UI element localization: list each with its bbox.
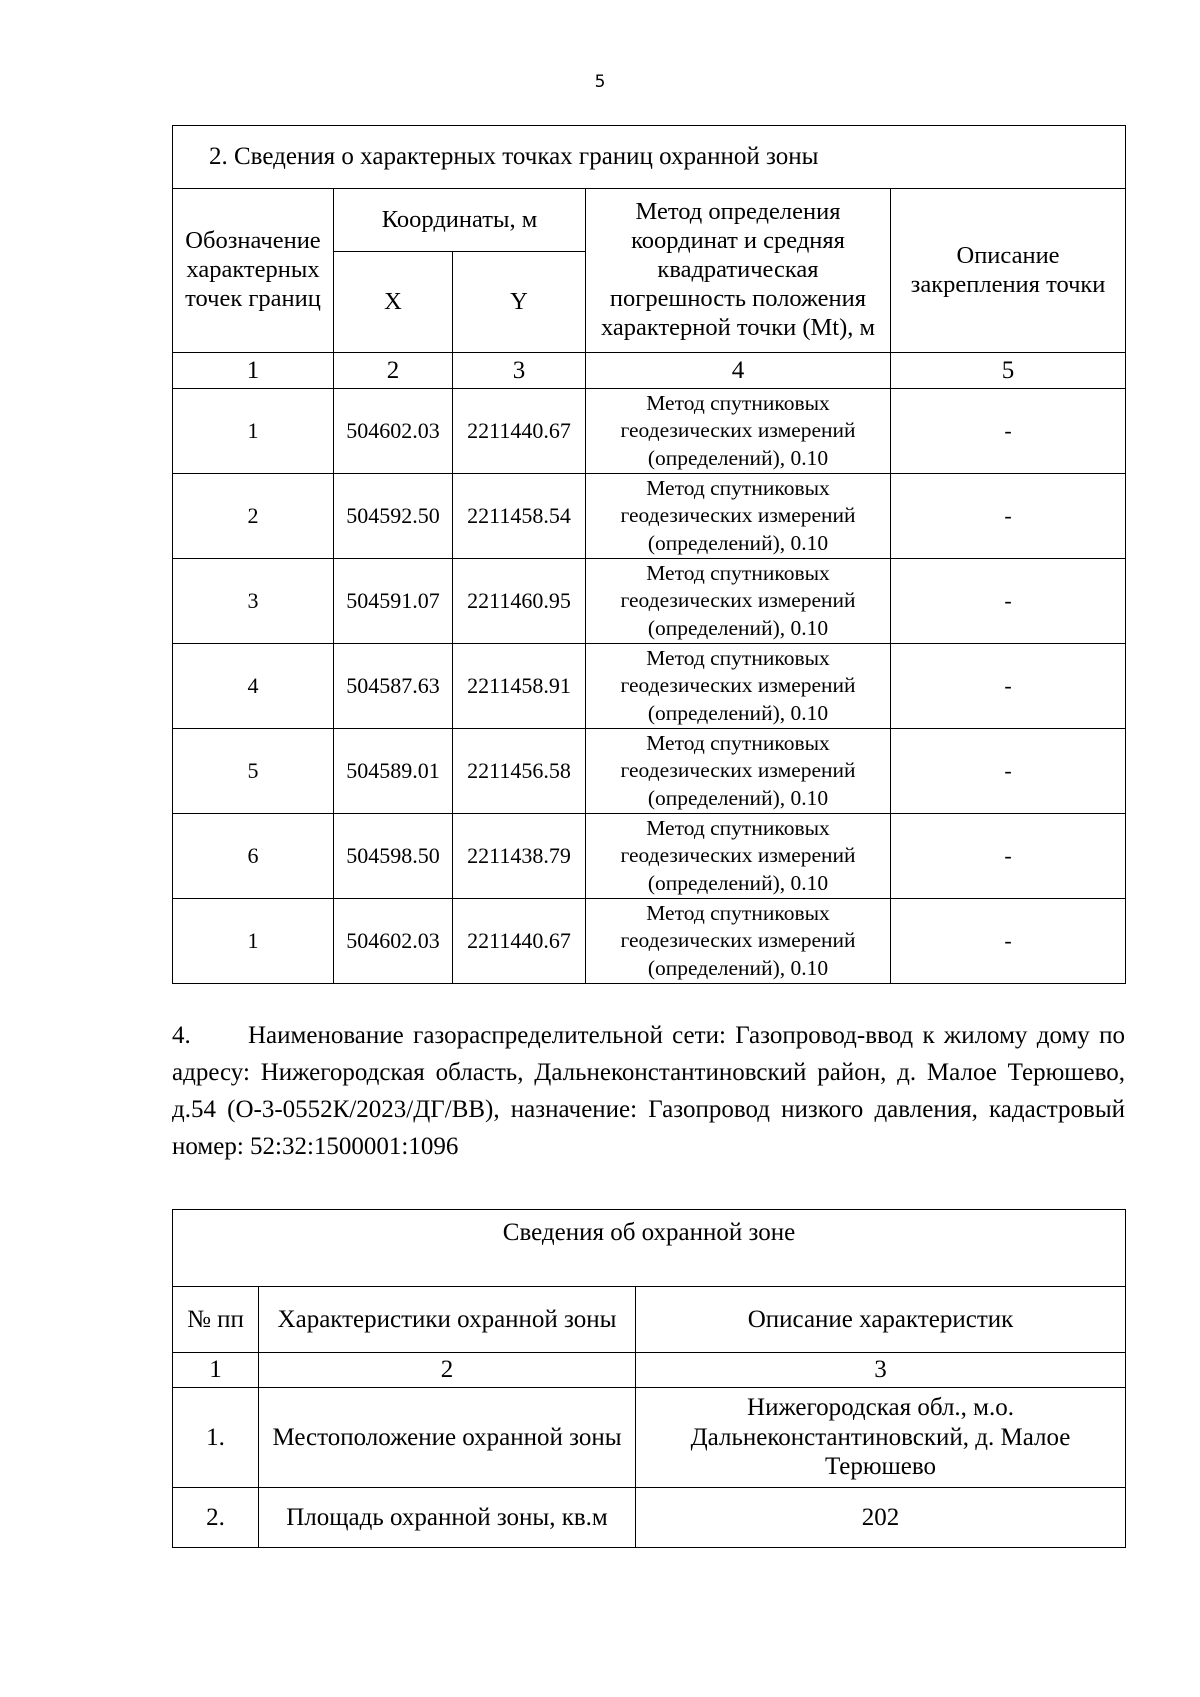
protection-zone-table [172,1209,1126,1548]
method-cell: Метод спутниковых геодезических измерений (определений), 0.10 [586,899,891,984]
column-number: 5 [891,353,1126,389]
coord-x: 504591.07 [334,559,453,644]
header-method: Метод определения координат и средняя квадратическая погрешность положения характерной точки (Mt), м [586,189,891,353]
characteristic-description: 202 [636,1488,1126,1548]
paragraph-number: 4. [172,1022,191,1049]
header-x: X [334,252,453,353]
point-id: 6 [173,814,334,899]
point-id: 5 [173,729,334,814]
method-cell: Метод спутниковых геодезических измерений (определений), 0.10 [586,389,891,474]
coord-y: 2211456.58 [453,729,586,814]
coord-x: 504602.03 [334,899,453,984]
header-coordinates: Координаты, м [334,189,586,252]
network-description-paragraph [172,1017,1125,1165]
table-row [173,814,1126,899]
column-number: 3 [636,1353,1126,1388]
description-cell: - [891,644,1126,729]
row-number: 2. [173,1488,259,1548]
header-num: № пп [173,1287,259,1353]
description-cell: - [891,474,1126,559]
table-row [173,1488,1126,1548]
point-id: 1 [173,389,334,474]
method-cell: Метод спутниковых геодезических измерений (определений), 0.10 [586,559,891,644]
coord-x: 504598.50 [334,814,453,899]
coord-x: 504587.63 [334,644,453,729]
coord-y: 2211438.79 [453,814,586,899]
column-number: 3 [453,353,586,389]
table-title: 2. Сведения о характерных точках границ охранной зоны [173,126,1126,189]
coord-y: 2211440.67 [453,899,586,984]
paragraph-text: Наименование газораспределительной сети: Газопровод-ввод к жилому дому по адресу: Нижегородская область, Дальнеконстантиновский район, д. Малое Терюшево, д.54 (О-3-0552К/2023/ДГ/ВВ), назначение: Газопровод низкого давления, кадастровый номер: 52:32:1500001:1096 [172,1022,1125,1160]
header-description: Описание характеристик [636,1287,1126,1353]
characteristic-description: Нижегородская обл., м.о. Дальнеконстантиновский, д. Малое Терюшево [636,1388,1126,1488]
table-row [173,389,1126,474]
column-number: 4 [586,353,891,389]
table-title: Сведения об охранной зоне [173,1210,1126,1287]
coord-x: 504602.03 [334,389,453,474]
table-row [173,729,1126,814]
characteristic-cell: Площадь охранной зоны, кв.м [259,1488,636,1548]
header-y: Y [453,252,586,353]
table-row [173,1388,1126,1488]
column-number-row [173,1353,1126,1388]
coord-x: 504592.50 [334,474,453,559]
method-cell: Метод спутниковых геодезических измерений (определений), 0.10 [586,474,891,559]
table-row [173,644,1126,729]
description-cell: - [891,899,1126,984]
column-number: 2 [259,1353,636,1388]
coord-y: 2211458.54 [453,474,586,559]
table-row [173,899,1126,984]
point-id: 1 [173,899,334,984]
characteristic-cell: Местоположение охранной зоны [259,1388,636,1488]
point-id: 2 [173,474,334,559]
coord-x: 504589.01 [334,729,453,814]
point-id: 4 [173,644,334,729]
header-description: Описание закрепления точки [891,189,1126,353]
point-id: 3 [173,559,334,644]
description-cell: - [891,389,1126,474]
description-cell: - [891,814,1126,899]
page-number: 5 [594,72,606,92]
header-characteristics: Характеристики охранной зоны [259,1287,636,1353]
method-cell: Метод спутниковых геодезических измерений (определений), 0.10 [586,814,891,899]
coord-y: 2211460.95 [453,559,586,644]
column-number-row [173,353,1126,389]
table-row [173,559,1126,644]
column-number: 1 [173,353,334,389]
method-cell: Метод спутниковых геодезических измерений (определений), 0.10 [586,729,891,814]
boundary-points-table [172,125,1126,984]
header-designation: Обозначение характерных точек границ [173,189,334,353]
table-row [173,474,1126,559]
description-cell: - [891,559,1126,644]
column-number: 2 [334,353,453,389]
coord-y: 2211440.67 [453,389,586,474]
column-number: 1 [173,1353,259,1388]
row-number: 1. [173,1388,259,1488]
coord-y: 2211458.91 [453,644,586,729]
description-cell: - [891,729,1126,814]
method-cell: Метод спутниковых геодезических измерений (определений), 0.10 [586,644,891,729]
